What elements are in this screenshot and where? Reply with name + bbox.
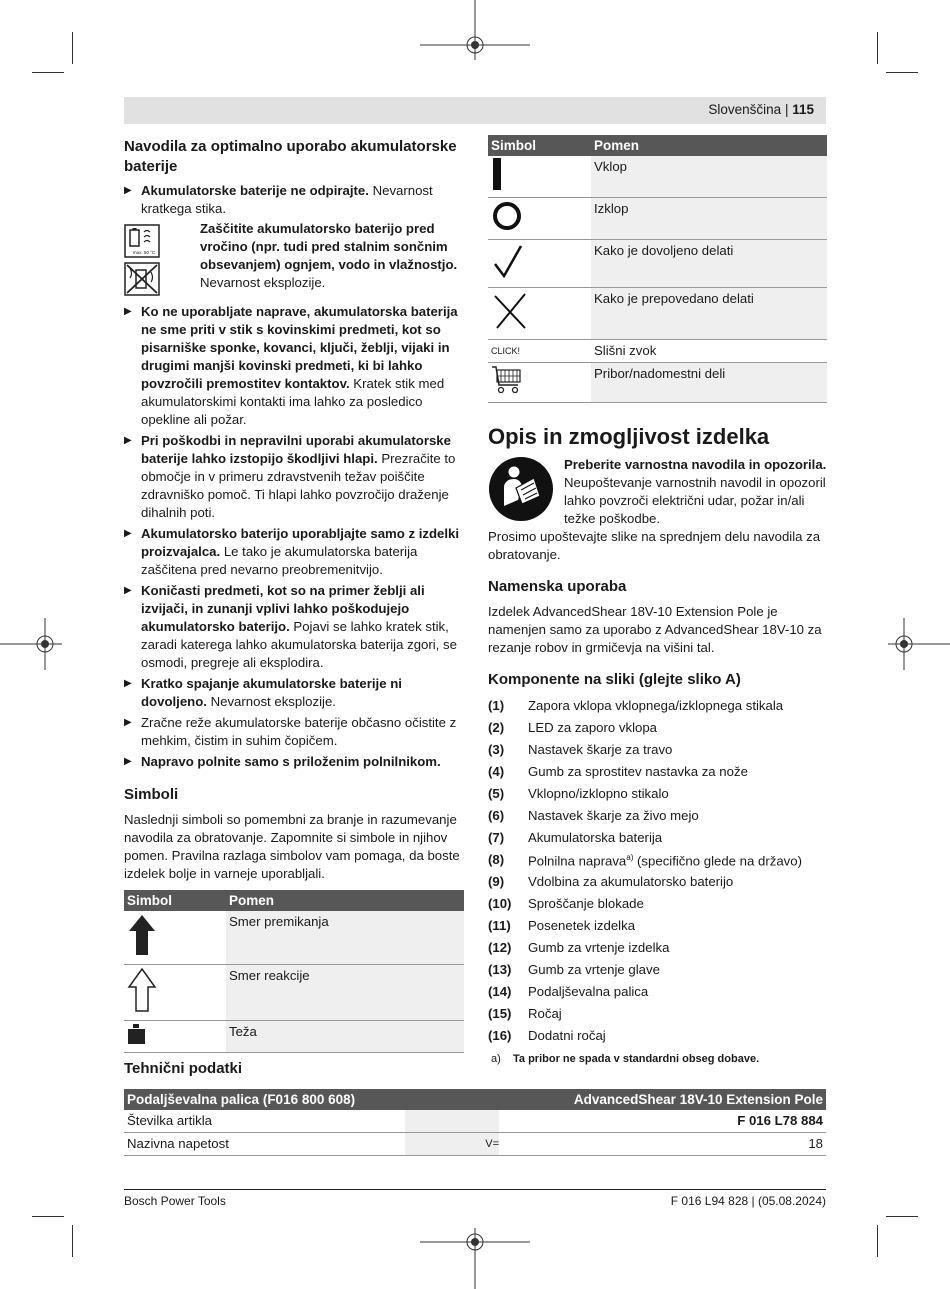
- list-item: [488, 717, 827, 739]
- bullet-item: [124, 182, 464, 218]
- heat-warning-bold: Zaščitite akumulatorsko baterijo pred vročino (npr. tudi pred stalnim sončnim obsevanjem) ognjem, vodo in vlažnostjo.: [200, 221, 458, 272]
- bullet-bold: Pri poškodbi in nepravilni uporabi akumulatorske baterije lahko izstopijo škodljivi hlapi.: [141, 433, 451, 466]
- footer-doc-id: F 016 L94 828 | (05.08.2024): [670, 1194, 826, 1208]
- tech-row-value: 18: [808, 1136, 823, 1151]
- header-separator: |: [784, 102, 789, 117]
- crop-mark: [32, 1216, 64, 1217]
- symbol-cell: [488, 240, 591, 288]
- bullet-text: Kratek stik med akumulatorskimi kontakti ima lahko za posledico opekline ali požar.: [141, 376, 445, 427]
- bullet-bold: Akumulatorske baterije ne odpirajte.: [141, 183, 369, 198]
- component-number: (11): [488, 918, 511, 933]
- read-warning-normal: Neupoštevanje varnostnih navodil in opozoril lahko povzroči električni udar, požar in/ali težke poškodbe.: [564, 475, 826, 526]
- component-label: Gumb za vrtenje izdelka: [528, 940, 670, 955]
- component-label: Zapora vklopa vklopnega/izklopnega stikala: [528, 698, 784, 713]
- component-number: (16): [488, 1028, 512, 1043]
- footnote-text: Ta pribor ne spada v standardni obseg dobave.: [513, 1053, 760, 1065]
- figures-note: Prosimo upoštevajte slike na sprednjem delu navodila za obratovanje.: [488, 529, 821, 562]
- list-item: [488, 1003, 827, 1025]
- bullet-text: Pojavi se lahko kratek stik, zaradi katerega lahko akumulatorska baterija zgori, se osmodi, pregreje ali eksplodira.: [141, 619, 457, 670]
- bullet-item: [124, 675, 464, 711]
- table-header-symbol: Simbol: [124, 890, 226, 911]
- bullet-bold: Napravo polnite samo s priloženim polnilnikom.: [141, 754, 441, 769]
- bullet-bold: Kratko spajanje akumulatorske baterije ni dovoljeno.: [141, 676, 402, 709]
- crop-mark: [72, 1225, 73, 1257]
- list-item: [488, 739, 827, 761]
- bullet-item: [124, 714, 464, 750]
- component-number: (5): [488, 786, 505, 801]
- tech-header-right: AdvancedShear 18V-10 Extension Pole: [573, 1091, 823, 1107]
- component-label: Gumb za vrtenje glave: [528, 962, 660, 977]
- max-temp-label: max. 50 °C: [132, 250, 156, 255]
- registration-mark-icon: [420, 0, 530, 60]
- component-number: (2): [488, 720, 505, 735]
- components-list: [488, 695, 827, 1047]
- component-label: Gumb za sprostitev nastavka za nože: [528, 764, 748, 779]
- symbol-cell: [488, 363, 591, 403]
- reaction-direction-arrow-icon: [127, 967, 157, 1013]
- battery-water-prohibited-icon: [124, 262, 160, 296]
- product-section-title: Opis in zmogljivost izdelka: [488, 424, 770, 449]
- read-manual-icon: [488, 456, 554, 522]
- heat-warning-normal: Nevarnost eksplozije.: [200, 275, 326, 290]
- bullet-text: Le tako je akumulatorska baterija zaščitena pred nevarno preobremenitvijo.: [141, 544, 418, 577]
- tech-header-row: [124, 1089, 826, 1110]
- list-item: [488, 959, 827, 981]
- component-label-main: Polnilna naprava: [528, 853, 627, 869]
- component-number: (7): [488, 830, 505, 845]
- component-label: Sproščanje blokade: [528, 896, 644, 911]
- tech-data-table: [124, 1089, 826, 1156]
- symbols-title: Simboli: [124, 786, 179, 803]
- symbol-cell: [124, 1021, 226, 1053]
- registration-mark-icon: [420, 1228, 530, 1289]
- registration-mark-icon: [888, 618, 950, 670]
- bullet-item: [124, 432, 464, 522]
- component-number: (6): [488, 808, 505, 823]
- component-label: Vdolbina za akumulatorsko baterijo: [528, 874, 734, 889]
- list-item: [488, 695, 827, 717]
- table-row: [124, 1133, 826, 1156]
- component-label: Vklopno/izklopno stikalo: [528, 786, 669, 801]
- list-item: [488, 871, 827, 893]
- component-label: Akumulatorska baterija: [528, 830, 663, 845]
- component-number: (15): [488, 1006, 512, 1021]
- footnote: [488, 1050, 827, 1068]
- table-header-symbol: Simbol: [488, 135, 591, 156]
- symbol-cell: [124, 911, 226, 965]
- read-warning-bold: Preberite varnostna navodila in opozorila.: [564, 457, 827, 472]
- component-number: (13): [488, 962, 512, 977]
- meaning-cell: Smer premikanja: [226, 911, 464, 965]
- symbol-cell: [488, 288, 591, 340]
- intended-use-title: Namenska uporaba: [488, 578, 627, 595]
- bullet-item: [124, 303, 464, 429]
- battery-section-title: Navodila za optimalno uporabo akumulatorske baterije: [124, 138, 457, 175]
- component-label: Nastavek škarje za živo mejo: [528, 808, 699, 823]
- footer-divider: [124, 1189, 826, 1190]
- symbol-cell: [488, 156, 591, 198]
- tech-row-unit: V=: [405, 1133, 499, 1155]
- component-label: Nastavek škarje za travo: [528, 742, 673, 757]
- component-number: (9): [488, 874, 505, 889]
- shopping-cart-icon: [491, 365, 523, 395]
- crop-mark: [32, 72, 64, 73]
- component-number: (14): [488, 984, 512, 999]
- component-label: Dodatni ročaj: [528, 1028, 606, 1043]
- left-column: [124, 137, 464, 1053]
- component-label: Podaljševalna palica: [528, 984, 649, 999]
- symbol-cell: [124, 965, 226, 1021]
- component-number: (1): [488, 698, 505, 713]
- footnote-mark: a): [491, 1053, 501, 1065]
- component-number: (4): [488, 764, 505, 779]
- page-header: [708, 101, 814, 119]
- table-row: [124, 1110, 826, 1133]
- heat-warning-text: [200, 220, 464, 292]
- heat-warning-block: [124, 220, 464, 300]
- component-number: (10): [488, 896, 512, 911]
- component-label: Posenetek izdelka: [528, 918, 636, 933]
- tech-row-label: Številka artikla: [127, 1113, 213, 1128]
- bullet-bold: Koničasti predmeti, kot so na primer žeblji ali izvijači, in zunanji vplivi lahko poškodujejo akumulatorsko baterijo.: [141, 583, 425, 634]
- symbol-cell: [488, 198, 591, 240]
- component-number: (12): [488, 940, 512, 955]
- bullet-text: Zračne reže akumulatorske baterije občasno očistite z mehkim, čistim in suhim čopičem.: [141, 715, 457, 748]
- tech-row-value: F 016 L78 884: [737, 1113, 823, 1128]
- bullet-text: Nevarnost eksplozije.: [206, 694, 336, 709]
- list-item: [488, 761, 827, 783]
- list-item: [488, 849, 827, 871]
- meaning-cell: Slišni zvok: [591, 340, 827, 363]
- tech-data-title: Tehnični podatki: [124, 1060, 243, 1077]
- crop-mark: [72, 32, 73, 64]
- tech-row-label: Nazivna napetost: [127, 1136, 229, 1151]
- meaning-cell: Izklop: [591, 198, 827, 240]
- symbols-table-right: [488, 135, 827, 403]
- list-item: [488, 915, 827, 937]
- meaning-cell: Kako je prepovedano delati: [591, 288, 827, 340]
- component-label-suffix: (specifično glede na državo): [633, 853, 802, 869]
- symbols-table-left: [124, 890, 464, 1053]
- component-label: [528, 849, 802, 870]
- meaning-cell: Vklop: [591, 156, 827, 198]
- list-item: [488, 937, 827, 959]
- meaning-cell: Kako je dovoljeno delati: [591, 240, 827, 288]
- checkmark-icon: [491, 242, 525, 280]
- right-column: [488, 135, 827, 1068]
- power-off-icon: [491, 200, 525, 232]
- bullet-item: [124, 582, 464, 672]
- prohibited-cross-icon: [491, 290, 527, 332]
- list-item: [488, 827, 827, 849]
- read-warning-text: [564, 456, 827, 528]
- meaning-cell: Teža: [226, 1021, 464, 1053]
- list-item: [488, 805, 827, 827]
- table-header-meaning: Pomen: [226, 890, 464, 911]
- crop-mark: [886, 1216, 918, 1217]
- component-label: LED za zaporo vklopa: [528, 720, 658, 735]
- footnote-superscript: a): [626, 853, 634, 863]
- list-item: [488, 893, 827, 915]
- bullet-bold: Akumulatorsko baterijo uporabljajte samo z izdelki proizvajalca.: [141, 526, 460, 559]
- list-item: [488, 981, 827, 1003]
- crop-mark: [886, 72, 918, 73]
- crop-mark: [877, 32, 878, 64]
- meaning-cell: Pribor/nadomestni deli: [591, 363, 827, 403]
- list-item: [488, 1025, 827, 1047]
- bullet-text: Nevarnost kratkega stika.: [141, 183, 433, 216]
- meaning-cell: Smer reakcije: [226, 965, 464, 1021]
- crop-mark: [877, 1225, 878, 1257]
- bullet-bold: Ko ne uporabljate naprave, akumulatorska baterija ne sme priti v stik s kovinskimi predmeti, kot so pisarniške sponke, kovanci, ključi, žeblji, vijaki in drugimi manjši kovinski predmeti, ki bi lahko povzročili premostitev kontaktov.: [141, 304, 458, 391]
- battery-heat-icon: [124, 224, 160, 258]
- components-title: Komponente na sliki (glejte sliko A): [488, 671, 741, 688]
- read-warning-block: [488, 456, 827, 528]
- bullet-item: [124, 525, 464, 579]
- movement-direction-arrow-icon: [127, 913, 157, 957]
- click-sound-label: CLICK!: [488, 340, 591, 363]
- weight-icon: [127, 1023, 147, 1045]
- page-number: 115: [792, 102, 814, 117]
- bullet-text: Prezračite to območje in v primeru zdravstvenih težav poiščite zdravniško pomoč. Ti hlapi lahko povzročijo draženje dihalnih poti.: [141, 451, 456, 520]
- component-number: (8): [488, 852, 505, 867]
- bullet-item: [124, 753, 464, 771]
- symbols-intro: Naslednji simboli so pomembni za branje in razumevanje navodila za obratovanje. Zapomnite si simbole in njihov pomen. Pravilna razlaga simbolov vam pomaga, da boste izdelek bolje in varneje uporabljali.: [124, 812, 460, 881]
- power-on-icon: [491, 158, 505, 190]
- component-label: Ročaj: [528, 1006, 562, 1021]
- component-number: (3): [488, 742, 505, 757]
- header-language: Slovenščina: [708, 102, 782, 117]
- registration-mark-icon: [0, 618, 62, 670]
- tech-header-left: Podaljševalna palica (F016 800 608): [127, 1091, 356, 1107]
- tech-row-unit: [405, 1110, 499, 1132]
- intended-use-text: Izdelek AdvancedShear 18V-10 Extension Pole je namenjen samo za uporabo z AdvancedShear 18V-10 za rezanje robov in grmičevja na višini tal.: [488, 604, 822, 655]
- table-header-meaning: Pomen: [591, 135, 827, 156]
- list-item: [488, 783, 827, 805]
- footer-brand: Bosch Power Tools: [124, 1194, 226, 1208]
